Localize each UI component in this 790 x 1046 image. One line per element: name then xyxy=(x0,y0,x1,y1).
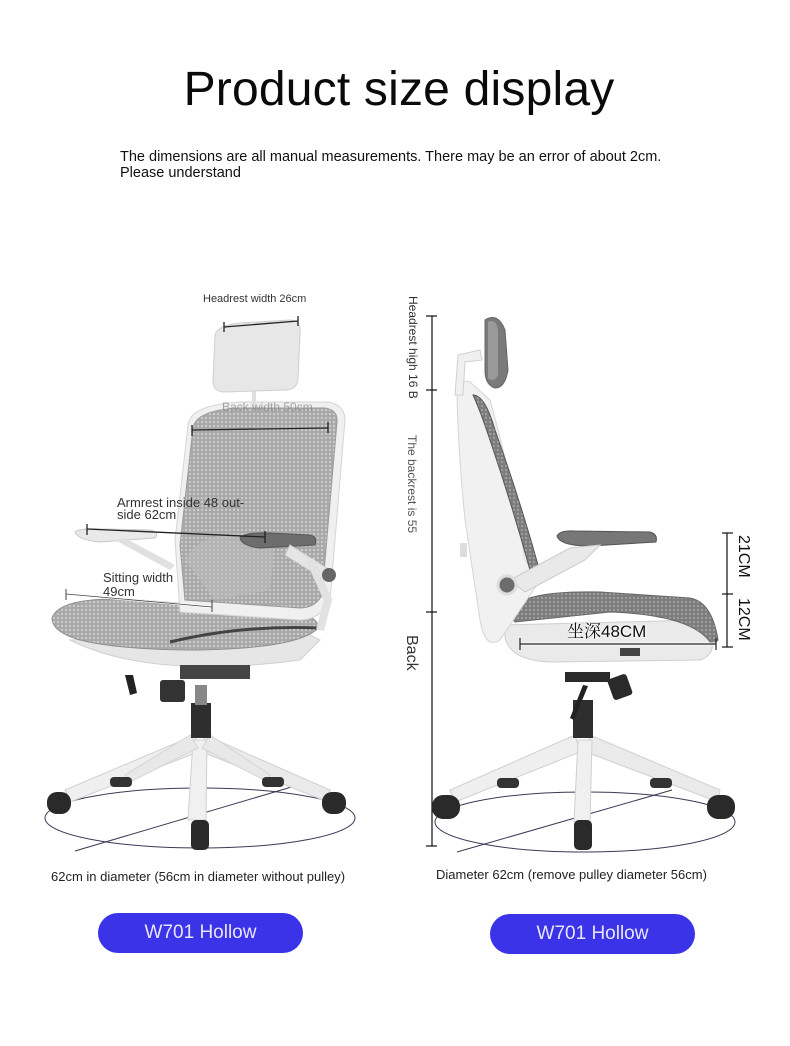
back-label: Back xyxy=(403,635,420,671)
page-title: Product size display xyxy=(183,63,615,116)
sitting-width-label xyxy=(103,571,173,599)
model-w701-hollow-button-side[interactable]: W701 Hollow xyxy=(490,914,695,954)
seat-depth-label: 坐深48CM xyxy=(567,622,647,641)
sitting-label-line-1: Sitting width xyxy=(103,570,174,585)
seat-thickness-label: 12CM xyxy=(735,598,752,641)
front-chair xyxy=(45,316,355,851)
headrest-width-label: Headrest width 26cm xyxy=(203,293,307,305)
armrest-width-label xyxy=(117,497,244,521)
armrest-label-line-1: Armrest inside 48 out- xyxy=(117,495,245,510)
side-base-diameter-caption: Diameter 62cm (remove pulley diameter 56cm) xyxy=(436,867,707,882)
backrest-height-label: The backrest is 55 xyxy=(405,435,419,534)
side-chair xyxy=(426,316,735,852)
model-w701-hollow-button-front[interactable]: W701 Hollow xyxy=(98,913,303,953)
armrest-label-line-2: side 62cm xyxy=(117,507,177,522)
front-base-diameter-caption: 62cm in diameter (56cm in diameter without pulley) xyxy=(51,869,346,884)
sitting-label-line-2: 49cm xyxy=(103,584,135,599)
headrest-height-label: Headrest high 16 B xyxy=(406,296,420,399)
armrest-height-label: 21CM xyxy=(735,535,752,578)
disclaimer-line-1: The dimensions are all manual measurements. There may be an error of about 2cm. xyxy=(120,149,662,165)
disclaimer-line-2: Please understand xyxy=(120,165,241,181)
back-width-label: Back width 50cm xyxy=(222,400,313,414)
